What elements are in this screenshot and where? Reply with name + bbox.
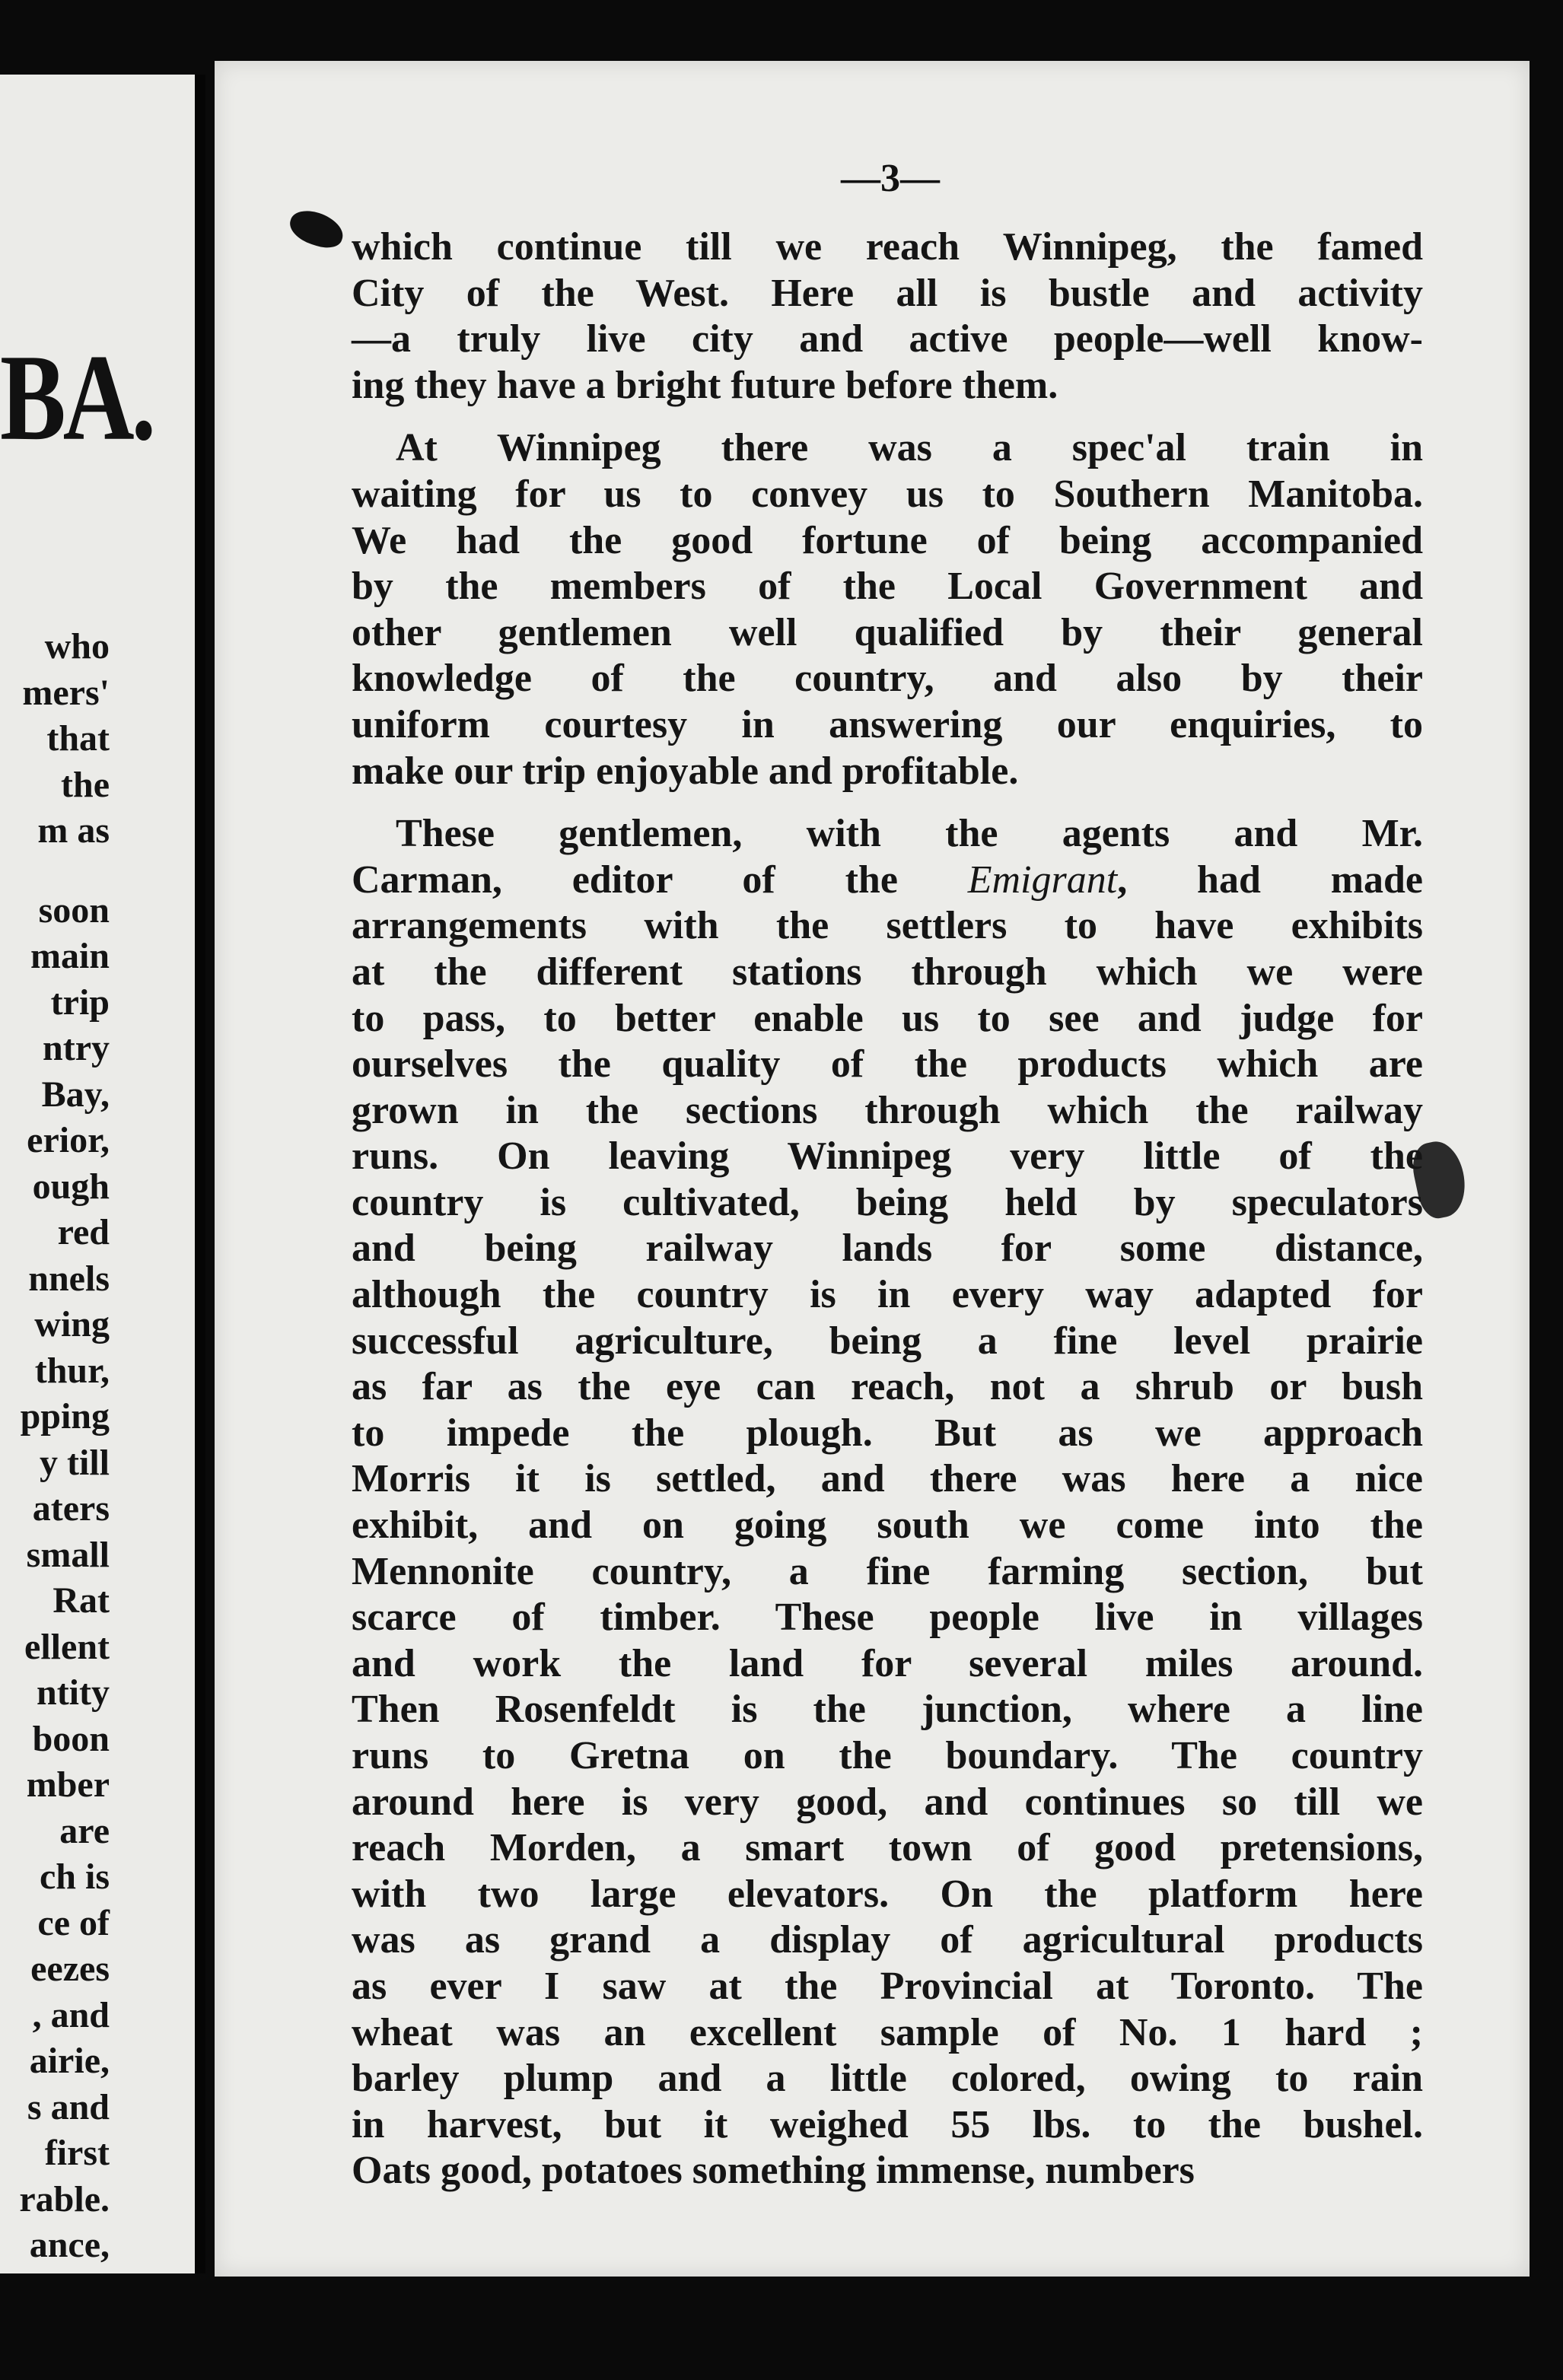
left-page-line: , and [32,1994,110,2035]
left-page-line: ce of [37,1902,110,1943]
left-page-line: ntry [43,1028,110,1068]
text-line: wheat was an excellent sample of No. 1 hard ; [352,2010,1423,2054]
text-line: ing they have a bright future before them. [352,363,1058,407]
left-page-line: who [44,626,110,667]
left-page-line: are [59,1810,110,1851]
text-line: uniform courtesy in answering our enquiries, to [352,702,1423,746]
left-page-line: rable. [19,2178,110,2219]
left-page-line: nnels [28,1258,110,1299]
left-page-line: first [44,2133,110,2173]
text-line: grown in the sections through which the railway [352,1088,1423,1132]
left-page-line: boon [32,1718,110,1759]
text-line: Then Rosenfeldt is the junction, where a line [352,1688,1423,1732]
publication-title: Emigrant [967,858,1118,902]
text-line: runs. On leaving Winnipeg very little of the [352,1134,1423,1179]
left-page-line: small [26,1534,110,1575]
text-line: ourselves the quality of the products which are [352,1042,1423,1087]
text-line: and being railway lands for some distance, [352,1227,1423,1271]
text-line: other gentlemen well qualified by their general [352,610,1423,654]
text-line: around here is very good, and continues so till we [352,1780,1423,1824]
text-line: exhibit, and on going south we come into the [352,1503,1423,1548]
text-line: as far as the eye can reach, not a shrub or bush [352,1365,1423,1409]
text-line: although the country is in every way adapted for [352,1273,1423,1317]
text-line: to impede the plough. But as we approach [352,1411,1423,1455]
gutter-rule [195,75,205,2273]
paragraph [352,425,1423,794]
left-page-line [0,854,110,888]
left-page-line: y till [40,1442,110,1483]
text-line: and work the land for several miles around. [352,1641,1423,1685]
left-page-line: wing [34,1304,110,1344]
text-line: arrangements with the settlers to have exhibits [352,904,1423,948]
left-page-line: ance, [29,2225,110,2265]
left-page-line: airie, [29,2041,110,2081]
text-line: scarce of timber. These people live in villages [352,1596,1423,1640]
text-line: runs to Gretna on the boundary. The country [352,1734,1423,1777]
text-line: City of the West. Here all is bustle and activity [352,271,1423,315]
text-line: Mennonite country, a fine farming section, but [352,1549,1423,1593]
left-page-line: soon [38,889,110,931]
text-line: to pass, to better enable us to see and judge for [352,996,1423,1040]
left-page-line: pping [20,1396,110,1437]
left-page-line: mber [26,1764,110,1805]
left-page-line: trip [50,982,110,1023]
paragraph [352,811,1423,2194]
text-line: These gentlemen, with the agents and Mr. [396,812,1423,856]
article-body [352,224,1423,2194]
text-line: barley plump and a little colored, owing to rain [352,2057,1423,2101]
text-line: We had the good fortune of being accompanied [352,518,1423,562]
text-line: by the members of the Local Government and [352,565,1423,609]
text-line: as ever I saw at the Provincial at Toronto. The [352,1964,1423,2008]
text-line: at the different stations through which we were [352,950,1423,994]
left-page-line: s and [27,2086,110,2127]
left-page-line: that [46,718,110,759]
page-number: —3— [841,157,940,200]
left-page-line: ch is [39,1857,110,1897]
left-page-line: the [61,764,110,805]
left-page-line: ough [32,1166,110,1207]
left-page-line: mers' [22,672,110,713]
left-page-text-column [0,624,110,2269]
text-line: make our trip enjoyable and profitable. [352,749,1019,793]
left-page-line: Bay, [41,1074,110,1115]
text-line: At Winnipeg there was a spec'al train in [396,426,1423,470]
text-line: in harvest, but it weighed 55 lbs. to the bushel. [352,2102,1423,2146]
left-page-line: red [57,1212,110,1252]
left-page-line: eezes [30,1949,110,1989]
text-line: —a truly live city and active people—well know- [352,317,1423,361]
text-line: Carman, editor of the Emigrant, had made [352,858,1424,902]
left-page-heading-fragment: BA. [0,329,154,466]
left-page-fragment [0,75,199,2273]
left-page-line: Rat [53,1580,110,1621]
left-page-line: aters [32,1488,110,1529]
left-page-line: main [30,936,110,976]
text-line: successful agriculture, being a fine level prairie [352,1319,1423,1363]
text-line: Morris it is settled, and there was here a nice [352,1457,1423,1501]
text-line: was as grand a display of agricultural products [352,1918,1423,1962]
left-page-line: erior, [27,1120,110,1160]
left-page-line: ellent [24,1626,110,1667]
text-line: with two large elevators. On the platform here [352,1872,1423,1916]
left-page-line: ntity [37,1672,110,1713]
text-line: Oats good, potatoes something immense, numbers [352,2149,1195,2193]
text-line: waiting for us to convey us to Southern Manitoba. [352,472,1423,516]
paragraph [352,224,1423,409]
left-page-line: thur, [34,1350,110,1391]
text-line: knowledge of the country, and also by their [352,657,1423,701]
text-line: reach Morden, a smart town of good pretensions, [352,1826,1423,1870]
text-line: which continue till we reach Winnipeg, the famed [352,225,1423,269]
text-line: country is cultivated, being held by speculators [352,1180,1423,1224]
left-page-line: m as [37,810,110,851]
